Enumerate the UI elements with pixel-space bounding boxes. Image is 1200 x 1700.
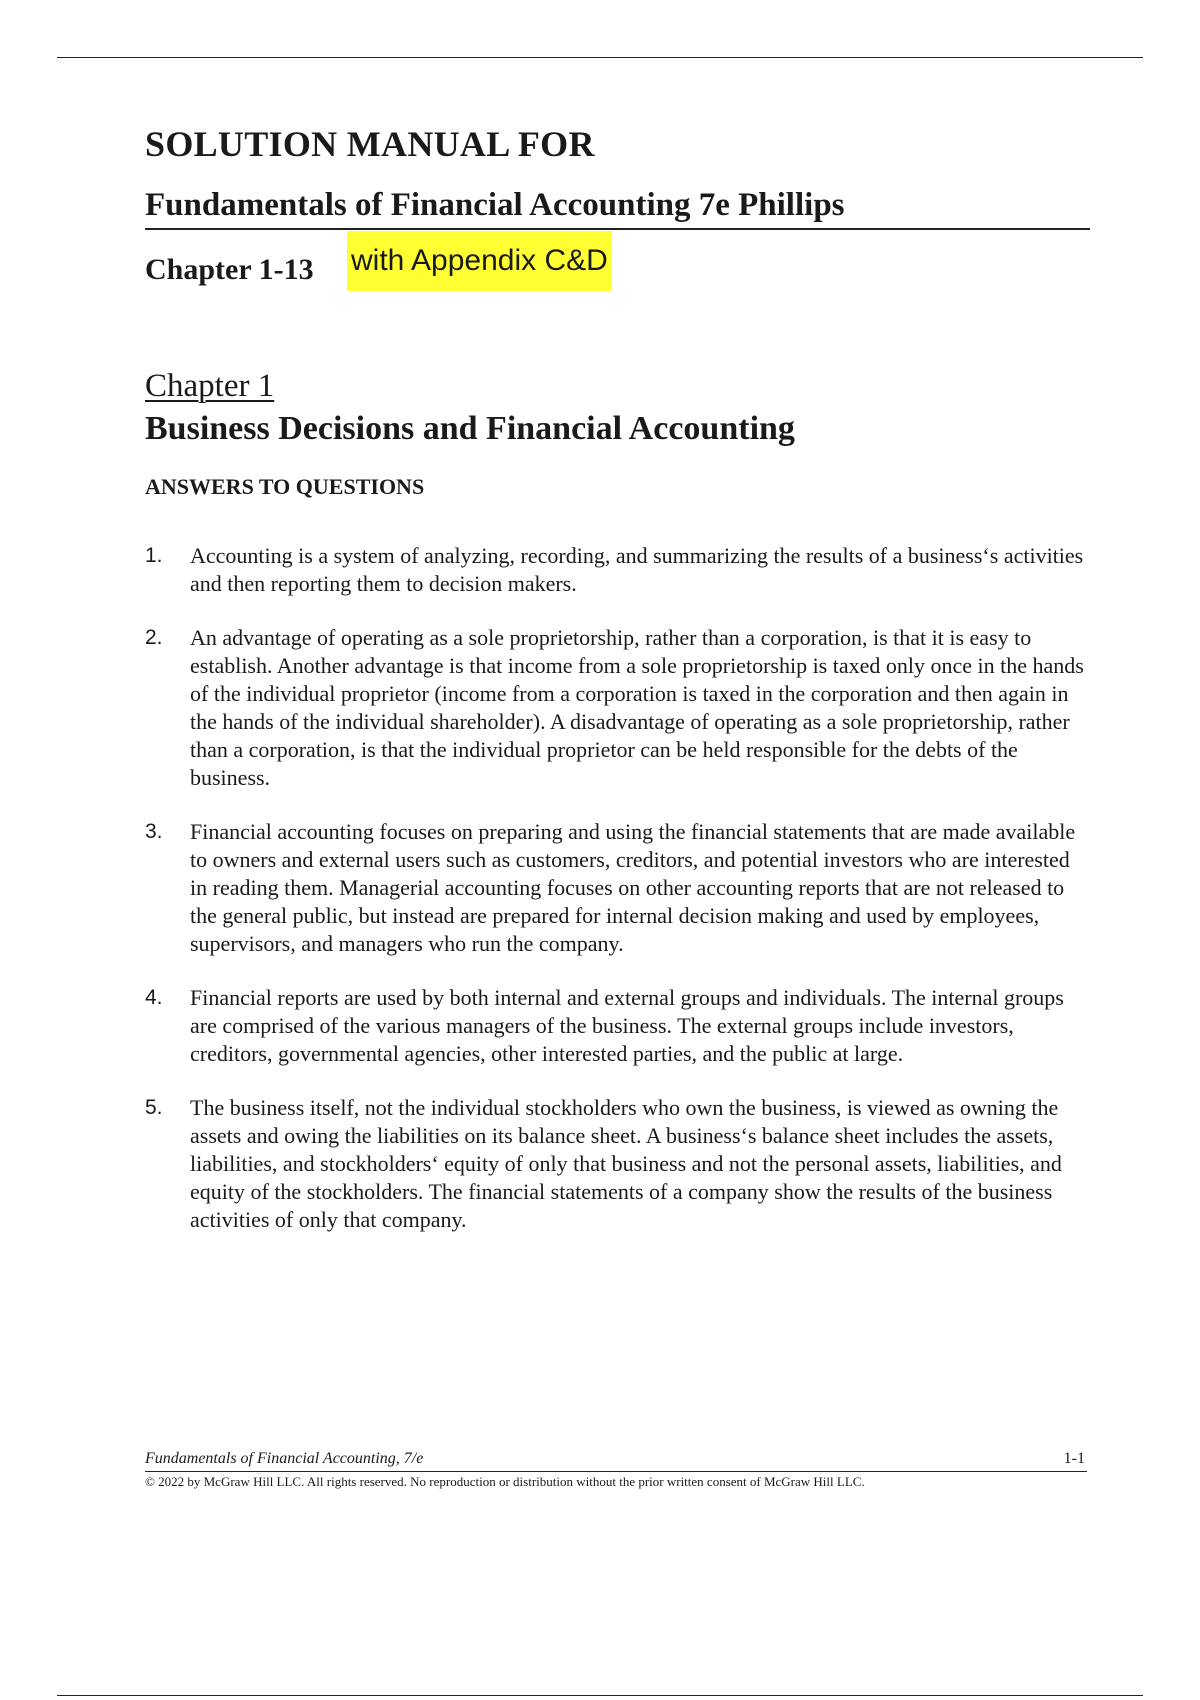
document-title: SOLUTION MANUAL FOR xyxy=(145,124,595,164)
answer-number: 5. xyxy=(145,1096,163,1119)
chapter-label: Chapter 1 xyxy=(145,368,275,404)
answer-text: The business itself, not the individual stockholders who own the business, is viewed as owning the assets and owing the liabilities on its balance sheet. A business‘s balance sheet includes the assets, liabilities, and stockholders‘ equity of only that business and not the personal assets, liabilities, and equity of the stockholders. The financial statements of a company show the results of the business activities of only that company. xyxy=(190,1095,1062,1232)
answer-number: 3. xyxy=(145,820,163,843)
answer-text: Financial accounting focuses on preparing and using the financial statements that are made available to owners and external users such as customers, creditors, and potential investors who are interested in reading them. Managerial accounting focuses on other accounting reports that are not released to the general public, but instead are prepared for internal decision making and used by employees, supervisors, and managers who run the company. xyxy=(190,819,1076,956)
answer-text: An advantage of operating as a sole proprietorship, rather than a corporation, is that it is easy to establish. Another advantage is that income from a sole proprietorship is taxed only once in the hands of the individual proprietor (income from a corporation is taxed in the corporation and then again in the hands of the individual shareholder). A disadvantage of operating as a sole proprietorship, rather than a corporation, is that the individual proprietor can be held responsible for the debts of the business. xyxy=(190,625,1084,790)
appendix-note-highlight: with Appendix C&D xyxy=(347,231,612,291)
answer-number: 1. xyxy=(145,544,163,567)
answer-number: 4. xyxy=(145,986,163,1009)
footer-book-title: Fundamentals of Financial Accounting, 7/e xyxy=(145,1450,424,1467)
chapter-range: Chapter 1-13 xyxy=(145,253,314,286)
footer-copyright: © 2022 by McGraw Hill LLC. All rights reserved. No reproduction or distribution without the prior written consent of McGraw Hill LLC. xyxy=(145,1474,865,1489)
answer-number: 2. xyxy=(145,626,163,649)
section-heading: ANSWERS TO QUESTIONS xyxy=(145,474,425,499)
page-footer xyxy=(145,1449,1087,1490)
answer-text: Accounting is a system of analyzing, recording, and summarizing the results of a business‘s activities and then reporting them to decision makers. xyxy=(190,543,1084,596)
footer-top-line xyxy=(145,1449,1087,1472)
answer-item xyxy=(145,984,1090,1068)
bottom-rule xyxy=(57,1695,1143,1696)
answer-item xyxy=(145,542,1090,598)
answer-item xyxy=(145,818,1090,958)
book-title: Fundamentals of Financial Accounting 7e Phillips xyxy=(145,184,1090,230)
answer-item xyxy=(145,1094,1090,1234)
top-rule xyxy=(57,57,1143,58)
footer-page-number: 1-1 xyxy=(1063,1450,1085,1467)
answer-item xyxy=(145,624,1090,792)
chapter-title: Business Decisions and Financial Accounting xyxy=(145,410,795,447)
answers-list xyxy=(145,542,1090,1234)
answer-text: Financial reports are used by both internal and external groups and individuals. The internal groups are comprised of the various managers of the business. The external groups include investors, creditors, governmental agencies, other interested parties, and the public at large. xyxy=(190,985,1064,1066)
